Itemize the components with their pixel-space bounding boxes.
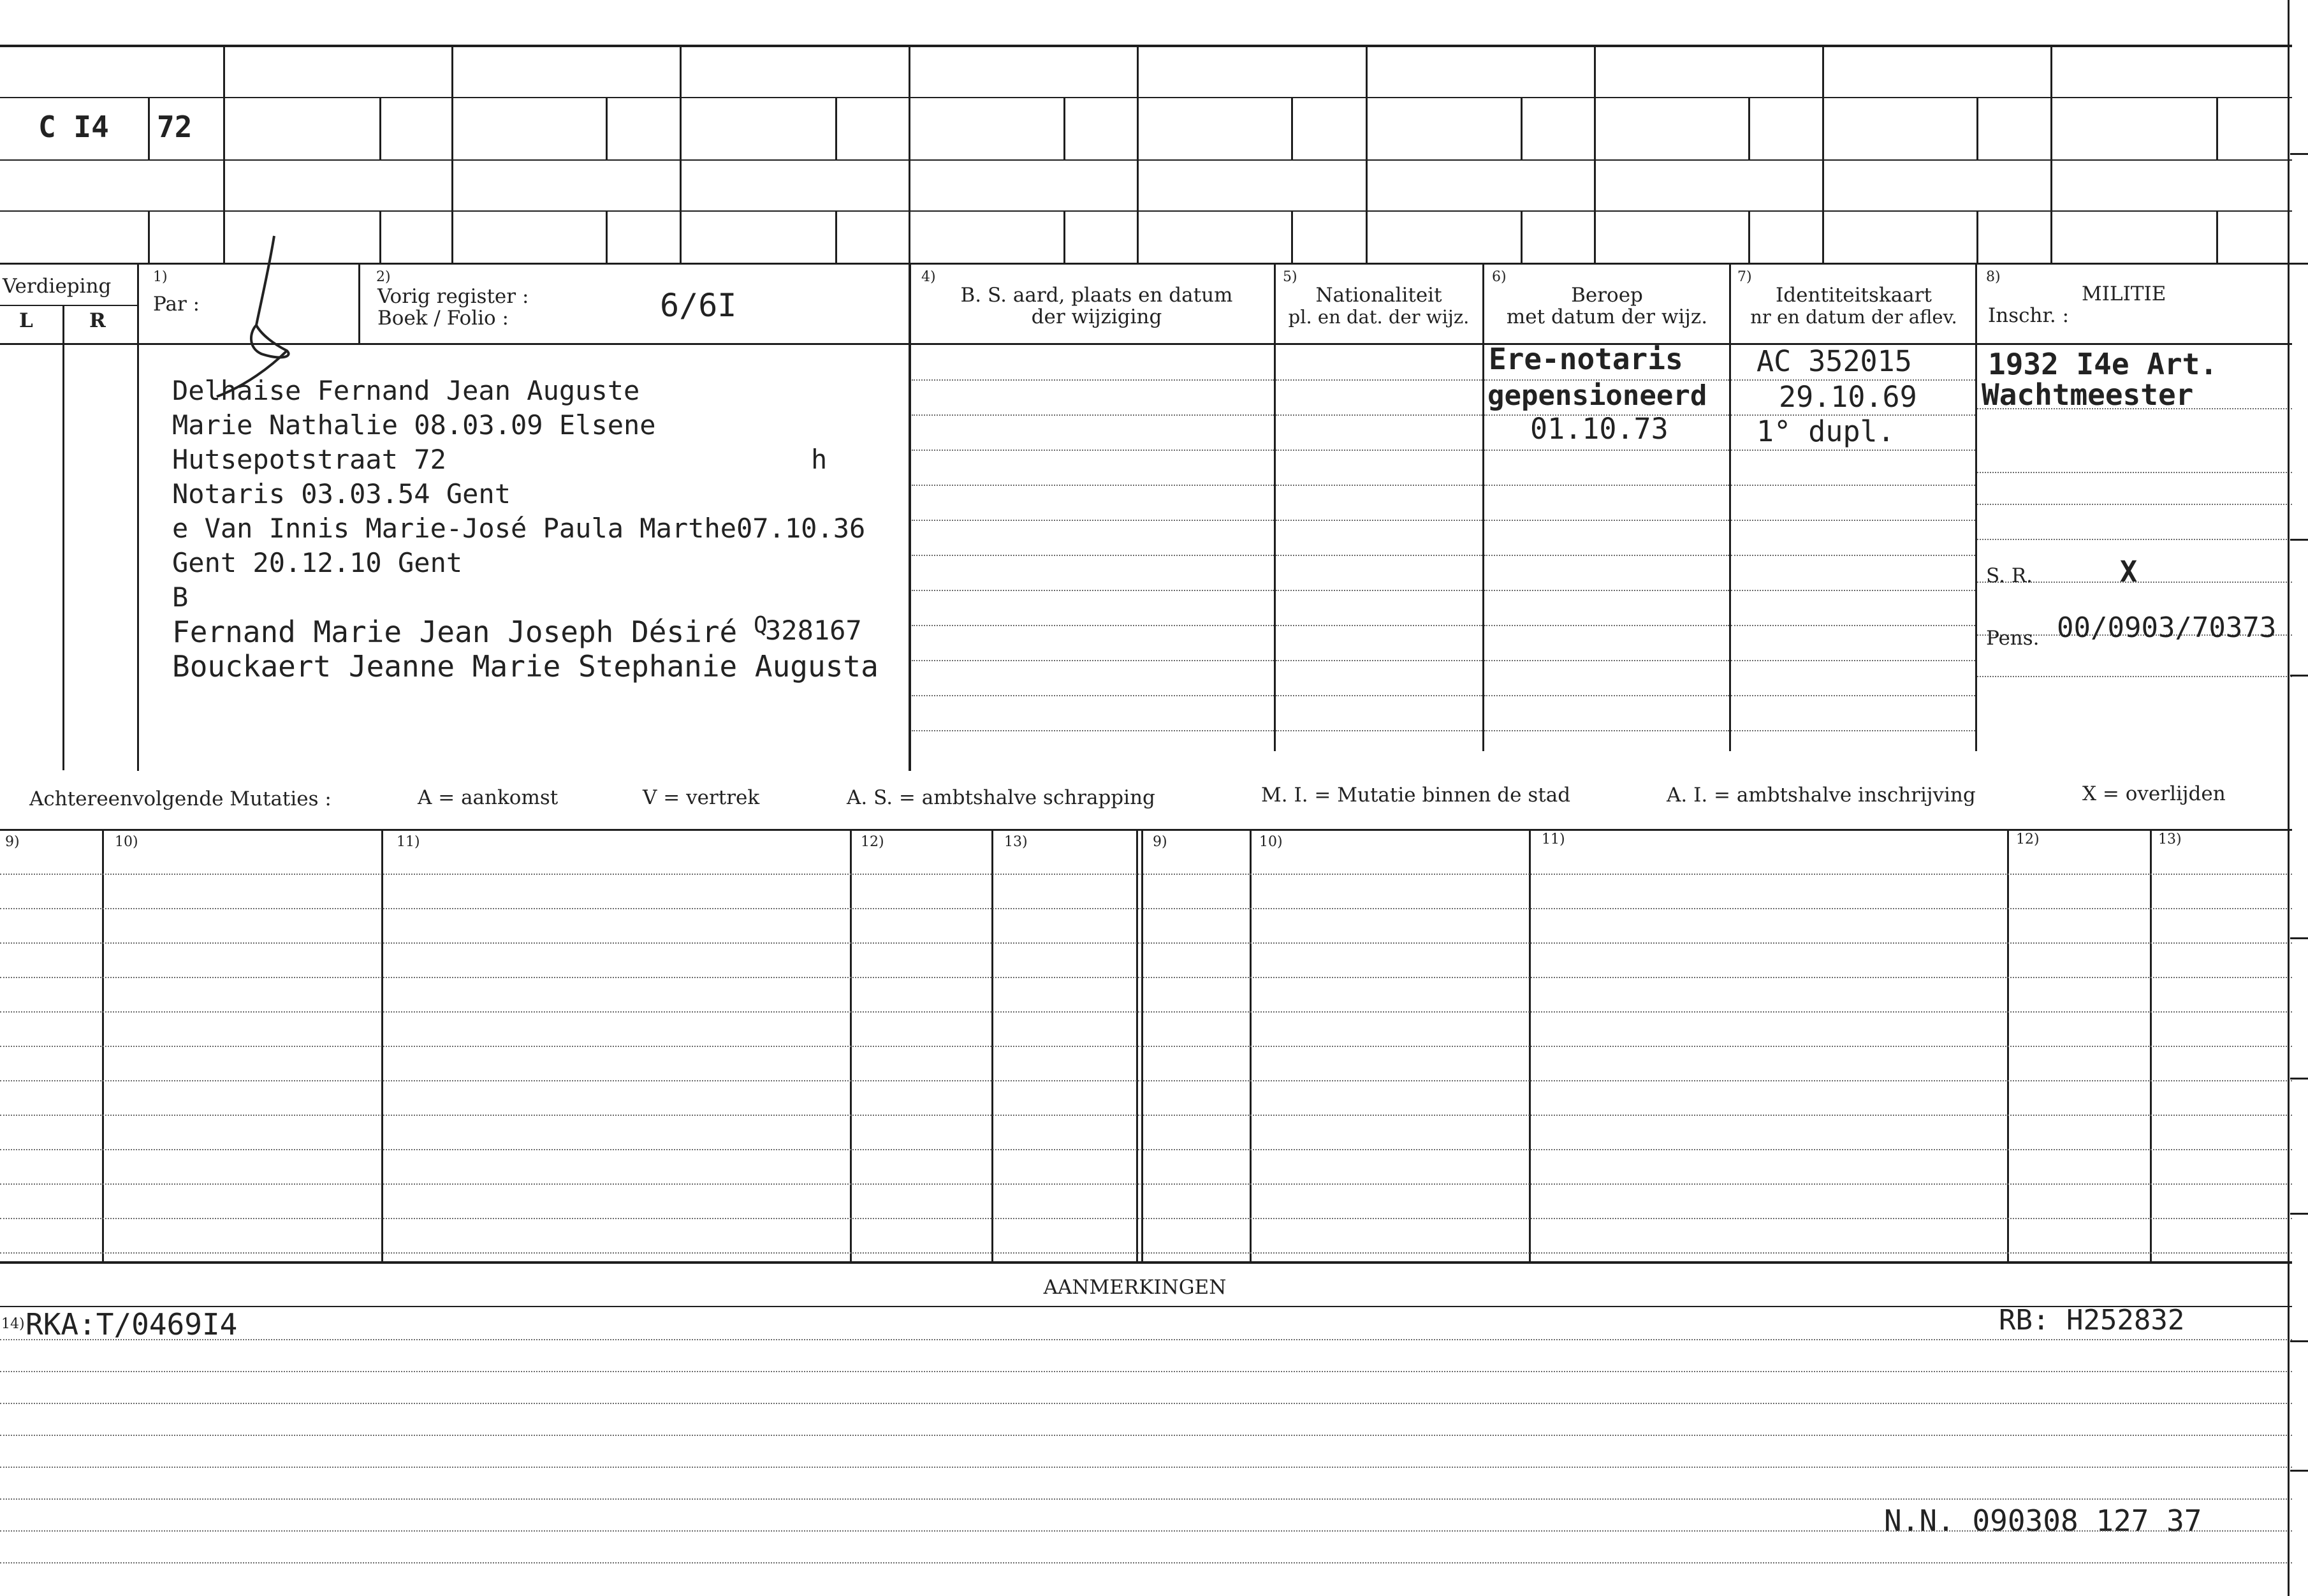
mut-col-9b: 9) bbox=[1153, 834, 1167, 850]
beroep-entry-2: gepensioneerd bbox=[1487, 379, 1707, 412]
boek-folio-value: 6/6I bbox=[660, 287, 737, 324]
beroep-entry-3: 01.10.73 bbox=[1530, 412, 1669, 446]
col-5-number: 5) bbox=[1283, 269, 1297, 285]
beroep-line-2: met datum der wijz. bbox=[1506, 305, 1708, 328]
identiteit-entry-3: 1° dupl. bbox=[1757, 414, 1895, 448]
remarks-title: AANMERKINGEN bbox=[1043, 1276, 1227, 1299]
col-4-number: 4) bbox=[921, 269, 936, 285]
militie-label: MILITIE bbox=[2082, 282, 2166, 305]
nationaliteit-line-1: Nationaliteit bbox=[1315, 284, 1442, 307]
remarks-rules bbox=[0, 1307, 2292, 1588]
mutation-as: A. S. = ambtshalve schrapping bbox=[847, 786, 1155, 809]
person-line-1: Delhaise Fernand Jean Auguste bbox=[172, 375, 640, 406]
mut-col-11b: 11) bbox=[1542, 831, 1565, 847]
col-1-number: 1) bbox=[153, 269, 168, 285]
beroep-line-1: Beroep bbox=[1571, 284, 1643, 307]
bs-column-rules bbox=[912, 344, 1274, 752]
person-line-5: e Van Innis Marie-José Paula Marthe07.10.36 bbox=[172, 513, 866, 544]
person-code: 328167 bbox=[765, 615, 862, 646]
sr-label: S. R. bbox=[1986, 564, 2033, 587]
nationaliteit-column-rules bbox=[1276, 344, 1482, 752]
mut-col-13b: 13) bbox=[2158, 831, 2182, 847]
mutation-x: X = overlijden bbox=[2082, 782, 2226, 805]
remarks-nn: N.N. 090308 127 37 bbox=[1884, 1504, 2202, 1538]
mut-col-10b: 10) bbox=[1259, 834, 1283, 850]
mutations-title: Achtereenvolgende Mutaties : bbox=[29, 787, 332, 810]
pens-label: Pens. bbox=[1986, 627, 2040, 650]
remarks-rka: RKA:T/0469I4 bbox=[26, 1307, 238, 1342]
mutations-rules bbox=[0, 829, 2292, 1269]
militie-entry-2: Wachtmeester bbox=[1982, 377, 2194, 412]
sr-value: X bbox=[2120, 555, 2138, 589]
mutation-ai: A. I. = ambtshalve inschrijving bbox=[1667, 784, 1976, 807]
mutation-a: A = aankomst bbox=[418, 786, 559, 809]
mut-col-12: 12) bbox=[861, 834, 884, 850]
mut-col-12b: 12) bbox=[2016, 831, 2040, 847]
identiteitskaart-line-1: Identiteitskaart bbox=[1776, 284, 1932, 307]
person-line-7: B bbox=[172, 582, 189, 613]
mut-col-11: 11) bbox=[397, 834, 420, 850]
person-line-3: Hutsepotstraat 72 bbox=[172, 444, 446, 475]
pens-value: 00/0903/70373 bbox=[2057, 611, 2277, 644]
person-line-2: Marie Nathalie 08.03.09 Elsene bbox=[172, 409, 656, 441]
col-8-number: 8) bbox=[1986, 269, 2001, 285]
identiteit-entry-1: AC 352015 bbox=[1757, 344, 1912, 378]
col-2-number: 2) bbox=[376, 269, 391, 285]
person-code-mark: Q bbox=[754, 612, 768, 638]
col-6-number: 6) bbox=[1492, 269, 1507, 285]
bs-line-1: B. S. aard, plaats en datum bbox=[960, 284, 1233, 307]
mut-col-13: 13) bbox=[1004, 834, 1028, 850]
militie-entry-1: 1932 I4e Art. bbox=[1988, 347, 2218, 381]
remarks-top-line bbox=[0, 1261, 2292, 1264]
person-line-6: Gent 20.12.10 Gent bbox=[172, 547, 463, 578]
card-number: 72 bbox=[157, 110, 193, 144]
person-line-9: Bouckaert Jeanne Marie Stephanie Augusta bbox=[172, 649, 879, 684]
person-h-mark: h bbox=[811, 444, 828, 475]
right-label: R bbox=[89, 309, 106, 332]
bs-line-2: der wijziging bbox=[1031, 305, 1162, 328]
remarks-number: 14) bbox=[1, 1316, 25, 1332]
left-label: L bbox=[19, 309, 33, 332]
person-line-8: Fernand Marie Jean Joseph Désiré bbox=[172, 615, 738, 649]
beroep-entry-1: Ere-notaris bbox=[1489, 342, 1683, 376]
mut-col-10: 10) bbox=[115, 834, 138, 850]
inschr-label: Inschr. : bbox=[1988, 304, 2070, 327]
mutation-mi: M. I. = Mutatie binnen de stad bbox=[1261, 784, 1571, 807]
verdieping-label: Verdieping bbox=[3, 275, 112, 298]
col-7-number: 7) bbox=[1737, 269, 1752, 285]
person-line-4: Notaris 03.03.54 Gent bbox=[172, 478, 511, 509]
identiteit-entry-2: 29.10.69 bbox=[1779, 380, 1917, 414]
remarks-rb: RB: H252832 bbox=[1999, 1304, 2185, 1336]
nationaliteit-line-2: pl. en dat. der wijz. bbox=[1288, 306, 1470, 328]
card-reference: C I4 bbox=[38, 110, 109, 144]
mutation-v: V = vertrek bbox=[643, 786, 760, 809]
boek-folio-label: Boek / Folio : bbox=[377, 307, 509, 330]
identiteitskaart-line-2: nr en datum der aflev. bbox=[1750, 306, 1957, 328]
mut-col-9: 9) bbox=[5, 834, 20, 850]
par-label: Par : bbox=[153, 293, 200, 316]
vorig-register-label: Vorig register : bbox=[377, 285, 529, 308]
